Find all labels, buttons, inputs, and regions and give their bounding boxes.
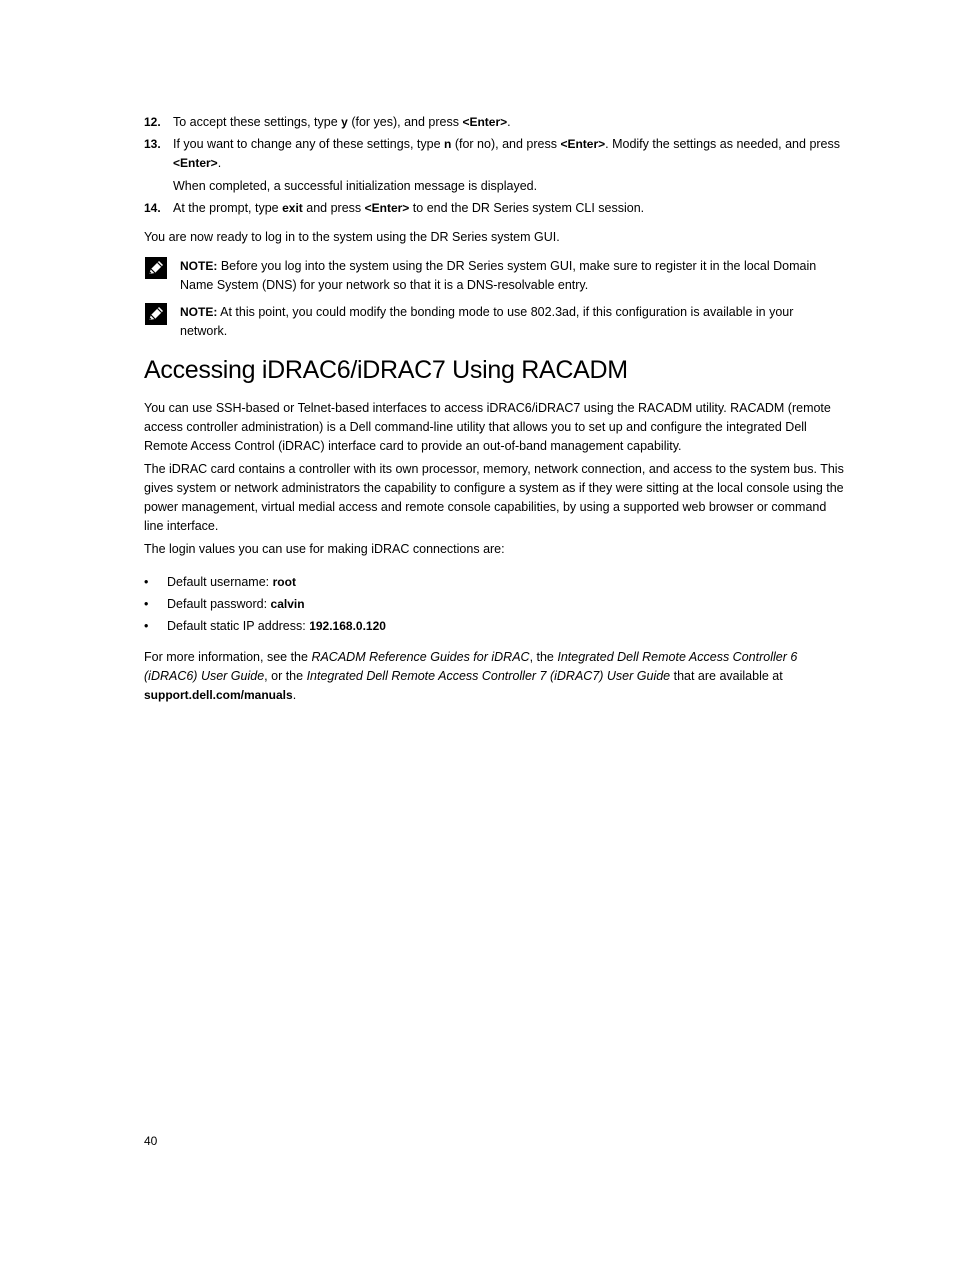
login-values-list [144, 573, 844, 636]
list-item: • Default username: root [144, 573, 844, 592]
note-dns [144, 257, 844, 295]
key-n: n [444, 137, 452, 151]
bullet-icon: • [144, 575, 149, 589]
step-text: To accept these settings, type y (for yes), and press <Enter>. [173, 115, 511, 129]
page-content [144, 113, 844, 705]
step-number: 13. [144, 137, 161, 151]
default-password-value: calvin [270, 597, 305, 611]
step-12 [144, 113, 844, 132]
manuals-link[interactable]: support.dell.com/manuals [144, 688, 293, 702]
list-item: • Default password: calvin [144, 595, 844, 614]
step-number: 12. [144, 115, 161, 129]
idrac-card-paragraph: The iDRAC card contains a controller with its own processor, memory, network connection, and access to the system bus. This gives system or network administrators the capability to configure a system as if they were sitting at the local console using the power management, virtual medial access and remote console capabilities, by using a supported web browser or command line interface. [144, 462, 844, 533]
step-number: 14. [144, 201, 161, 215]
note-bonding [144, 303, 844, 341]
more-info-paragraph: For more information, see the RACADM Reference Guides for iDRAC, the Integrated Dell Remote Access Controller 6 (iDRAC6) User Guide, or the Integrated Dell Remote Access Controller 7 (iDRAC7) User Guide that are available at support.dell.com/manuals. [144, 650, 798, 702]
default-ip-value: 192.168.0.120 [309, 619, 386, 633]
note-label: NOTE: [180, 305, 218, 319]
step-text: If you want to change any of these settings, type n (for no), and press <Enter>. Modify the settings as needed, and press <Enter>. [173, 137, 841, 170]
list-item: • Default static IP address: 192.168.0.120 [144, 617, 844, 636]
command-exit: exit [282, 201, 303, 215]
racadm-guide-title: RACADM Reference Guides for iDRAC [311, 650, 530, 664]
idrac7-guide-title: Integrated Dell Remote Access Controller 7 (iDRAC7) User Guide [306, 669, 671, 683]
key-enter: <Enter> [173, 156, 218, 170]
key-enter: <Enter> [364, 201, 410, 215]
note-text: NOTE: Before you log into the system using the DR Series system GUI, make sure to register it in the local Domain Name System (DNS) for your network so that it is a DNS-resolvable entry. [180, 259, 817, 292]
note-label: NOTE: [180, 259, 218, 273]
note-pencil-icon [145, 257, 167, 279]
idrac6-guide-title: Integrated Dell Remote Access Controller 6 (iDRAC6) User Guide [144, 650, 798, 683]
login-values-paragraph: The login values you can use for making iDRAC connections are: [144, 542, 505, 556]
page-number: 40 [144, 1134, 158, 1148]
racadm-intro-paragraph: You can use SSH-based or Telnet-based interfaces to access iDRAC6/iDRAC7 using the RACADM utility. RACADM (remote access controller administration) is a Dell command-line utility that allows you to set up and configure the integrated Dell Remote Access Control (iDRAC) interface card to provide an out-of-band management capability. [144, 401, 831, 453]
step-result-text: When completed, a successful initialization message is displayed. [173, 179, 538, 193]
key-enter: <Enter> [462, 115, 508, 129]
step-list [144, 113, 844, 218]
note-pencil-icon [145, 303, 167, 325]
bullet-icon: • [144, 597, 149, 611]
section-heading: Accessing iDRAC6/iDRAC7 Using RACADM [144, 356, 628, 384]
step-text: At the prompt, type exit and press <Enter> to end the DR Series system CLI session. [173, 201, 645, 215]
note-text: NOTE: At this point, you could modify the bonding mode to use 802.3ad, if this configuration is available in your network. [180, 305, 794, 338]
step-13 [144, 135, 844, 196]
default-username-value: root [272, 575, 296, 589]
key-enter: <Enter> [560, 137, 606, 151]
key-y: y [341, 115, 348, 129]
ready-paragraph: You are now ready to log in to the system using the DR Series system GUI. [144, 230, 560, 244]
step-14 [144, 199, 844, 218]
bullet-icon: • [144, 619, 149, 633]
